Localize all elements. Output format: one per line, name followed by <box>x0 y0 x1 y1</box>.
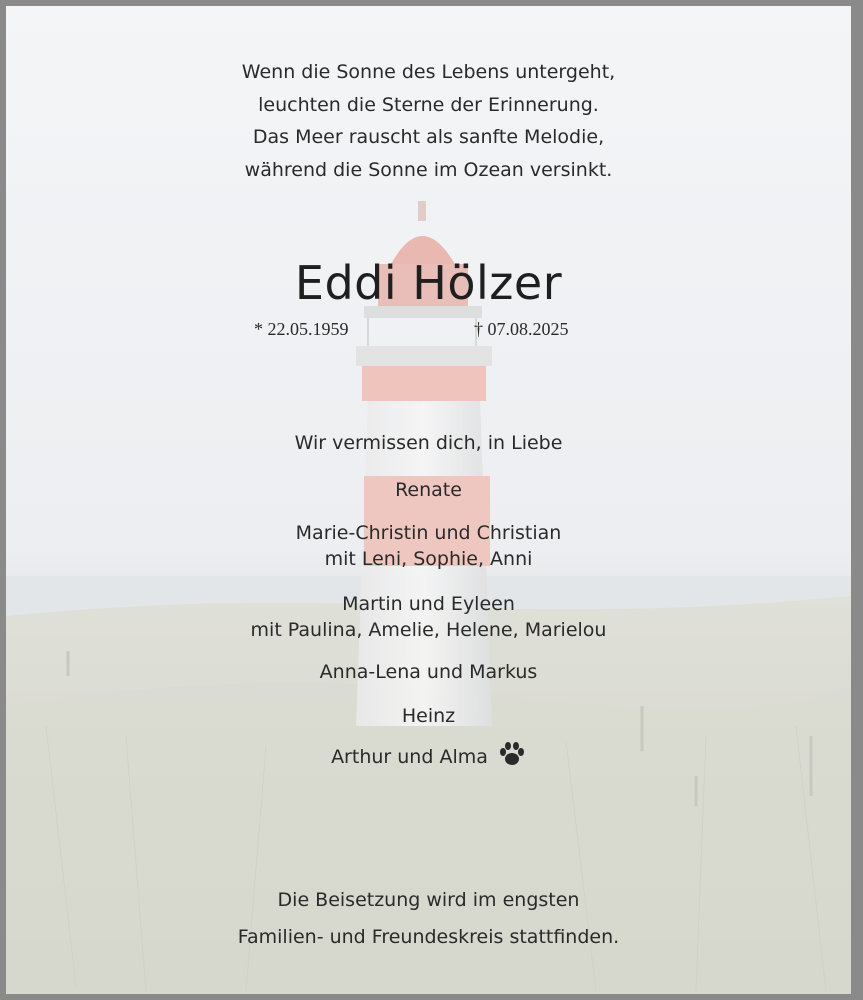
mourner-children: mit Leni, Sophie, Anni <box>324 548 533 570</box>
poem-line: Das Meer rauscht als sanfte Melodie, <box>252 126 605 148</box>
closing-note <box>6 882 851 956</box>
mourner-group <box>6 741 851 774</box>
mourner-name: Anna-Lena und Markus <box>319 661 538 683</box>
birth-date: * 22.05.1959 <box>254 319 349 339</box>
mourners-intro: Wir vermissen dich, in Liebe <box>294 432 563 454</box>
mourner-group <box>6 520 851 572</box>
mourner-group <box>6 659 851 685</box>
obituary-content <box>6 6 851 994</box>
mourner-name: Arthur und Alma <box>331 746 488 768</box>
paw-icon <box>498 741 526 774</box>
mourner-children: mit Paulina, Amelie, Helene, Marielou <box>250 619 607 641</box>
closing-line: Die Beisetzung wird im engsten <box>277 889 580 911</box>
mourner-group <box>6 591 851 643</box>
closing-line: Familien- und Freundeskreis stattfinden. <box>237 926 620 948</box>
death-date: † 07.08.2025 <box>474 319 569 339</box>
poem-line: Wenn die Sonne des Lebens untergeht, <box>241 61 616 83</box>
poem-line: leuchten die Sterne der Erinnerung. <box>258 93 599 116</box>
mourner-group <box>6 703 851 729</box>
mourner-name: Heinz <box>401 705 456 727</box>
poem-line: während die Sonne im Ozean versinkt. <box>244 158 613 181</box>
mourner-group <box>6 477 851 503</box>
mourner-name: Marie-Christin und Christian <box>295 522 562 544</box>
deceased-name: Eddi Hölzer <box>294 256 563 310</box>
mourner-name: Renate <box>395 479 462 501</box>
poem <box>6 56 851 186</box>
mourner-name: Martin und Eyleen <box>342 593 515 615</box>
